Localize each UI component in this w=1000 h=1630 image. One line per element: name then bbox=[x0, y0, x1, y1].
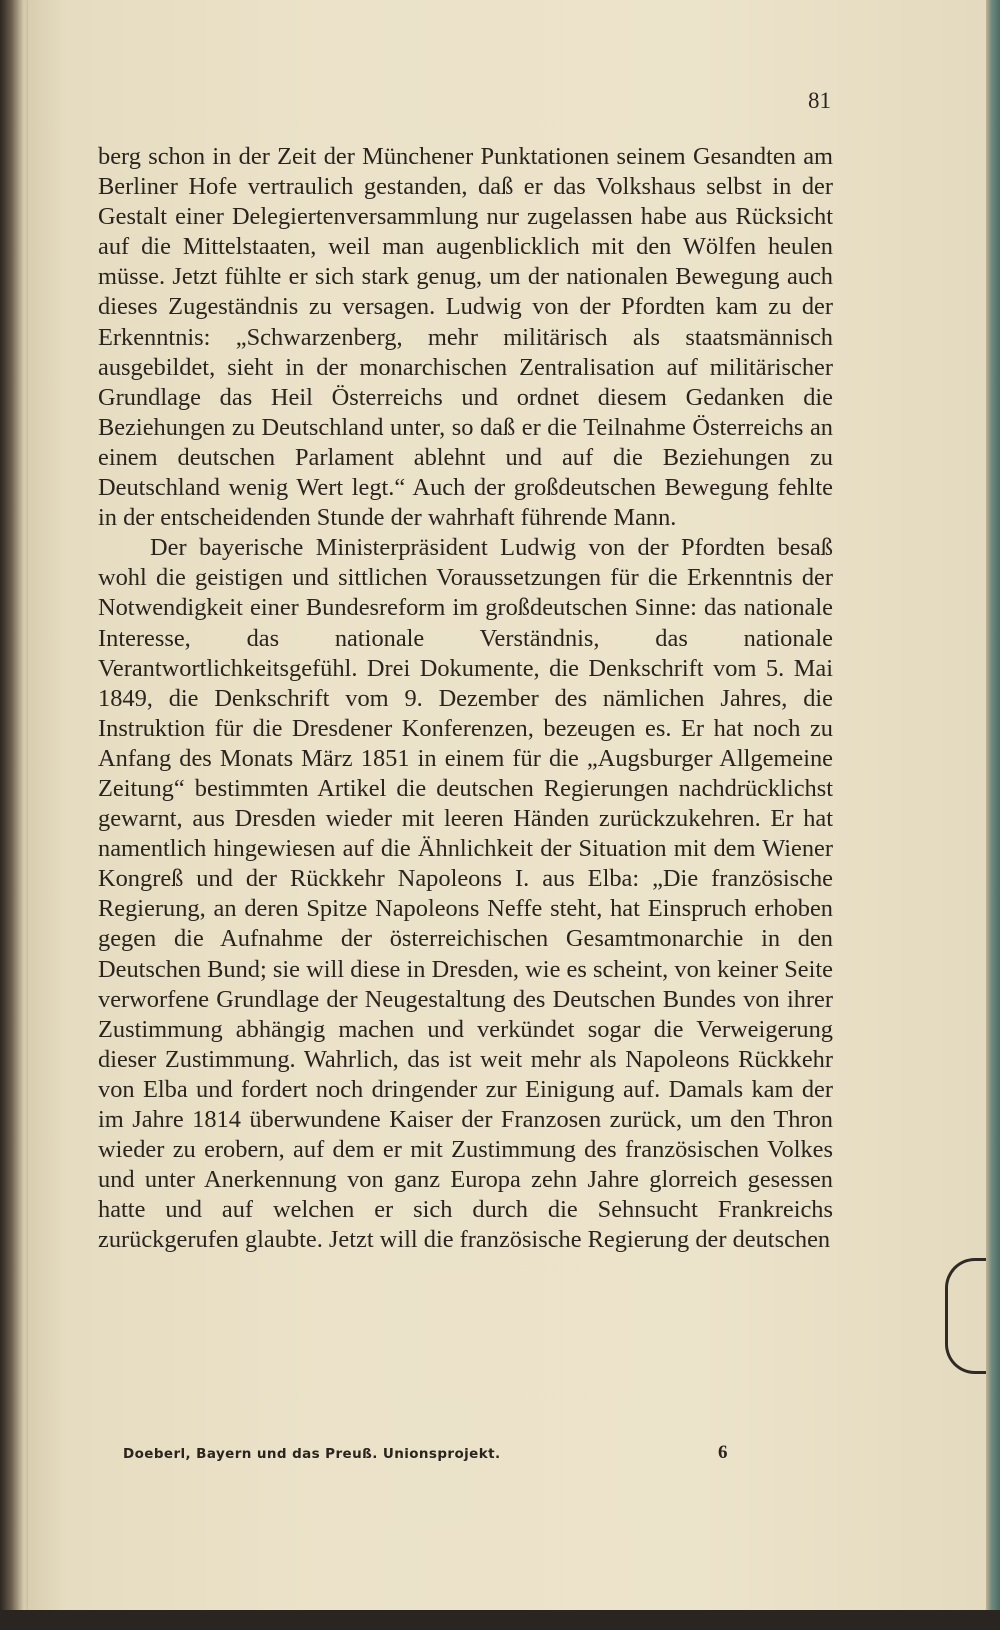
signature-mark: 6 bbox=[718, 1442, 728, 1463]
paragraph-1: berg schon in der Zeit der Münchener Punktationen seinem Gesandten am Berliner Hofe vertraulich gestanden, daß er das Volkshaus selbst in der Gestalt einer Delegiertenversammlung nur zugelassen habe aus Rücksicht auf die Mittelstaaten, weil man augenblicklich mit den Wölfen heulen müsse. Jetzt fühlte er sich stark genug, um der nationalen Bewegung auch dieses Zugeständnis zu versagen. Ludwig von der Pfordten kam zu der Erkenntnis: „Schwarzenberg, mehr militärisch als staatsmännisch ausgebildet, sieht in der monarchischen Zentralisation auf militärischer Grundlage das Heil Österreichs und ordnet diesem Gedanken die Beziehungen zu Deutschland unter, so daß er die Teilnahme Österreichs an einem deutschen Parlament ablehnt und auf die Beziehungen zu Deutschland wenig Wert legt.“ Auch der großdeutschen Bewegung fehlte in der entscheidenden Stunde der wahrhaft führende Mann. bbox=[98, 143, 833, 532]
page-edge bbox=[986, 0, 1000, 1630]
footer-running-title: Doeberl, Bayern und das Preuß. Unionsprojekt. bbox=[123, 1446, 501, 1462]
book-page bbox=[28, 0, 986, 1610]
bottom-shadow bbox=[0, 1610, 1000, 1630]
facing-page-bleed bbox=[28, 140, 66, 1420]
paragraph-2: Der bayerische Ministerpräsident Ludwig von der Pfordten besaß wohl die geistigen und sittlichen Voraussetzungen für die Erkenntnis der Notwendigkeit einer Bundesreform im großdeutschen Sinne: das nationale Interesse, das nationale Verständnis, das nationale Verantwortlichkeitsgefühl. Drei Dokumente, die Denkschrift vom 5. Mai 1849, die Denkschrift vom 9. Dezember des nämlichen Jahres, die Instruktion für die Dresdener Konferenzen, bezeugen es. Er hat noch zu Anfang des Monats März 1851 in einem für die „Augsburger Allgemeine Zeitung“ bestimmten Artikel die deutschen Regierungen nachdrücklichst gewarnt, aus Dresden wieder mit leeren Händen zurückzukehren. Er hat namentlich hingewiesen auf die Ähnlichkeit der Situation mit dem Wiener Kongreß und der Rückkehr Napoleons I. aus Elba: „Die französische Regierung, an deren Spitze Napoleons Neffe steht, hat Einspruch erhoben gegen die Aufnahme der österreichischen Gesamtmonarchie in den Deutschen Bund; sie will diese in Dresden, wie es scheint, von keiner Seite verworfene Grundlage der Neugestaltung des Deutschen Bundes von ihrer Zustimmung abhängig machen und verkündet sogar die Verweigerung dieser Zustimmung. Wahrlich, das ist weit mehr als Napoleons Rückkehr von Elba und fordert noch dringender zur Einigung auf. Damals kam der im Jahre 1814 überwundene Kaiser der Franzosen zurück, um den Thron wieder zu erobern, auf dem er mit Zustimmung des französischen Volkes und unter Anerkennung von ganz Europa zehn Jahre glorreich gesessen hatte und auf welchen er sich durch die Sehnsucht Frankreichs zurückgerufen glaubte. Jetzt will die französische Regierung der deutschen bbox=[98, 534, 833, 1254]
binding-clip bbox=[945, 1258, 986, 1374]
body-text bbox=[98, 142, 833, 1255]
page-number: 81 bbox=[808, 88, 831, 113]
